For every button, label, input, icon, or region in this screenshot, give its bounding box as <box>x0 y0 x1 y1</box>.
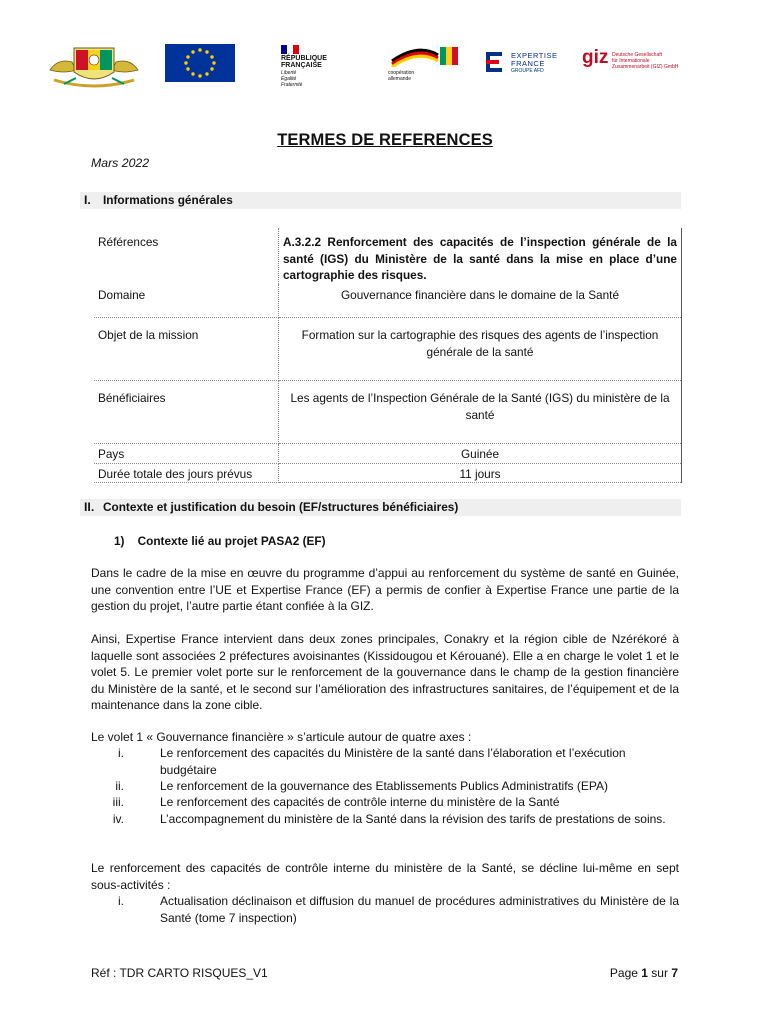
section-1-heading <box>80 192 681 209</box>
info-row-beneficiaires <box>94 381 682 444</box>
info-label: Pays <box>94 444 279 464</box>
paragraph-2: Ainsi, Expertise France intervient dans deux zones principales, Conakry et la région cible de Nzérékoré à laquelle sont associées 2 préfectures avoisinantes (Kissidougou et Kérouané). Elle a en charge le volet 1 et le volet 5. Le premier volet porte sur le renforcement de la gouvernance dans le champ de la gestion financière du Ministère de la santé, et le second sur l’amélioration des infrastructures sanitaires, de l’équipement et de la maintenance dans la zone cible. <box>91 632 679 712</box>
rf-motto-3: Fraternité <box>281 82 303 88</box>
info-value: A.3.2.2 Renforcement des capacités de l’inspection générale de la santé (IGS) du Ministère de la santé dans la mise en place d’une cartographie des risques. <box>279 228 682 284</box>
footer-page-current: 1 <box>641 966 648 980</box>
axe-text: Le renforcement de la gouvernance des Etablissements Publics Administratifs (EPA) <box>160 779 608 793</box>
axe-number: iv. <box>112 812 124 826</box>
info-row-objet <box>94 318 682 381</box>
footer-of-word: sur <box>651 966 668 980</box>
axe-number: iii. <box>112 795 124 809</box>
info-value: 11 jours <box>279 463 682 483</box>
axe-text: Le renforcement des capacités du Ministère de la santé dans l’élaboration et l’exécution budgétaire <box>160 746 626 777</box>
info-row-domaine <box>94 284 682 318</box>
axe-text: L’accompagnement du ministère de la Santé dans la révision des tarifs de prestations de soins. <box>160 812 666 826</box>
rf-line2: FRANÇAISE <box>281 62 322 69</box>
info-value: Formation sur la cartographie des risques des agents de l’inspection générale de la santé <box>279 318 682 381</box>
info-row-duree <box>94 463 682 483</box>
paragraph-4: Le renforcement des capacités de contrôle interne du ministère de la Santé, se décline lui-même en sept sous-activités : <box>91 861 679 892</box>
paragraph-1: Dans le cadre de la mise en œuvre du programme d’appui au renforcement du système de santé en Guinée, une convention entre l’UE et Expertise France (EF) a permis de confier à Expertise France une partie de la gestion du projet, l’autre partie étant confiée à la GIZ. <box>91 566 679 613</box>
sub-activity-text: Actualisation déclinaison et diffusion du manuel de procédures administratives du Ministère de la Santé (tome 7 inspection) <box>160 894 679 925</box>
giz-text-3: Zusammenarbeit (GIZ) GmbH <box>612 64 679 70</box>
logo-band <box>0 0 770 110</box>
axe-text: Le renforcement des capacités de contrôle interne du ministère de la Santé <box>160 795 560 809</box>
info-label: Durée totale des jours prévus <box>94 463 279 483</box>
cooperation-allemande-logo <box>388 45 460 82</box>
info-value: Gouvernance financière dans le domaine de la Santé <box>279 284 682 318</box>
info-value: Les agents de l’Inspection Générale de la Santé (IGS) du ministère de la santé <box>279 381 682 444</box>
coop-line1: coopération <box>388 70 415 76</box>
section-1-label: Informations générales <box>103 193 233 207</box>
expertise-france-logo <box>486 52 576 76</box>
section-2-number: II. <box>84 500 95 514</box>
section-2-label: Contexte et justification du besoin (EF/structures bénéficiaires) <box>103 500 459 514</box>
info-table <box>94 228 682 483</box>
axe-number: ii. <box>115 779 124 793</box>
coop-line2: allemande <box>388 76 412 82</box>
info-label: Bénéficiaires <box>94 381 279 444</box>
paragraph-3-intro: Le volet 1 « Gouvernance financière » s’articule autour de quatre axes : <box>91 730 472 744</box>
info-row-references <box>94 228 682 284</box>
ef-line1: EXPERTISE <box>511 51 558 60</box>
subsection-1-heading: 1) Contexte lié au projet PASA2 (EF) <box>114 534 326 548</box>
rf-line1: RÉPUBLIQUE <box>281 55 327 62</box>
giz-text-1: Deutsche Gesellschaft <box>612 52 663 58</box>
info-row-pays <box>94 444 682 464</box>
sub-activity-number: i. <box>118 894 124 908</box>
giz-text-2: für Internationale <box>612 58 650 64</box>
footer-page-total: 7 <box>671 966 678 980</box>
rf-motto-1: Liberté <box>281 70 297 76</box>
axe-number: i. <box>118 746 124 760</box>
section-2-heading <box>80 499 681 516</box>
info-value: Guinée <box>279 444 682 464</box>
giz-logo <box>582 47 679 74</box>
ef-line2: FRANCE <box>511 59 545 68</box>
giz-mark: giz <box>582 47 609 68</box>
info-label: Objet de la mission <box>94 318 279 381</box>
info-label: Domaine <box>94 284 279 318</box>
footer-page-word: Page <box>609 966 638 980</box>
republique-francaise-logo <box>281 45 351 88</box>
footer-reference: Réf : TDR CARTO RISQUES_V1 <box>91 966 268 980</box>
section-1-number: I. <box>84 193 91 207</box>
eu-flag-logo <box>165 44 235 82</box>
info-label: Références <box>94 228 279 284</box>
document-title: TERMES DE REFERENCES <box>277 131 493 149</box>
ef-line3: GROUPE AFD <box>511 68 544 74</box>
rf-motto-2: Égalité <box>281 76 297 82</box>
guinea-emblem-logo <box>46 40 142 90</box>
footer-page-number <box>610 966 678 980</box>
document-date: Mars 2022 <box>91 156 150 170</box>
